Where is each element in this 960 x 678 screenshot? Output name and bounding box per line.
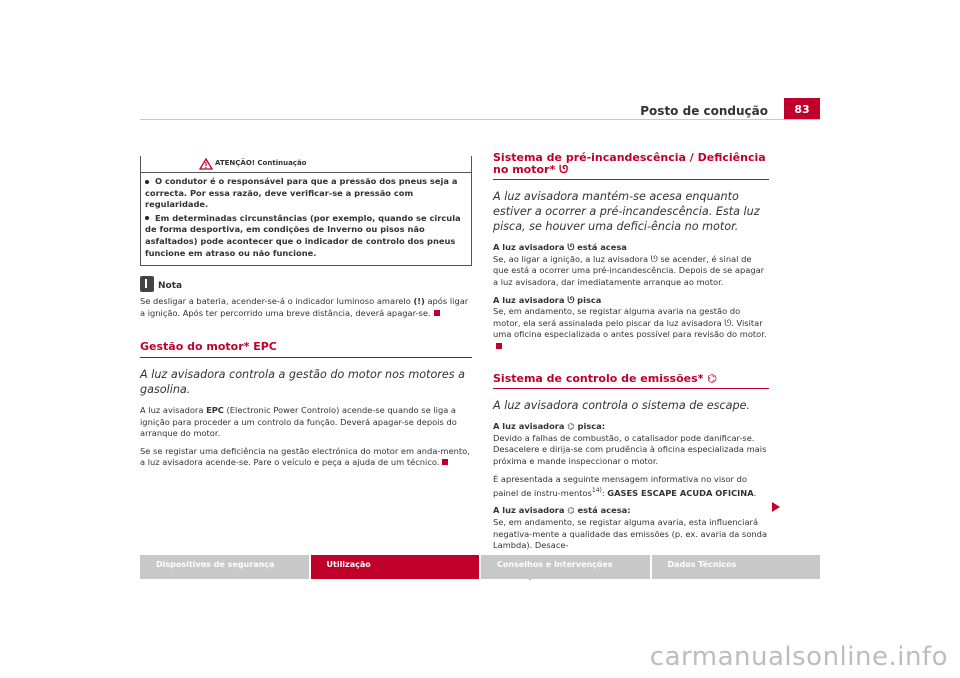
tab-utilizacao[interactable]: Utilização — [309, 555, 480, 579]
tab-dados-tecnicos[interactable]: Dados Técnicos — [650, 555, 821, 579]
note-title: Nota — [158, 280, 183, 291]
section-title-preheating: Sistema de pré-incandescência / Deficiência no motor* ᘎ — [493, 152, 769, 180]
warning-item: O condutor é o responsável para que a pressão dos pneus seja a correcta. Por essa razão, deve verificar-se a pressão com regularidade. — [145, 176, 458, 210]
subheading: A luz avisadora ᘎ pisca — [493, 294, 602, 305]
page-number: 83 — [784, 98, 820, 120]
subheading: A luz avisadora ᘎ está acesa — [493, 242, 627, 253]
display-message: GASES ESCAPE ACUDA OFICINA — [607, 487, 754, 498]
end-mark-icon — [496, 343, 502, 349]
section-title-engine-management: Gestão do motor* EPC — [140, 341, 472, 358]
section-intro: A luz avisadora controla a gestão do motor nos motores a gasolina. — [140, 367, 466, 396]
paragraph: A luz avisadora EPC (Electronic Power Controlo) acende-se quando se liga a ignição para proceder a um controlo da função. Deverá apagar-se depois do arranque do motor. — [140, 404, 457, 439]
left-column — [140, 156, 472, 475]
watermark: carmanualsonline.info — [649, 642, 948, 672]
engine-check-icon: ⌬ — [567, 421, 575, 432]
end-mark-icon — [434, 310, 440, 316]
engine-check-icon: ⌬ — [707, 371, 717, 385]
engine-check-icon: ⌬ — [567, 505, 575, 516]
paragraph: Se, em andamento, se registar alguma avaria na gestão do motor, ela será assinalada pelo piscar da luz avisadora ᘎ. Visitar uma oficina especializada o antes possível para revisão do motor. — [493, 306, 769, 352]
end-mark-icon — [442, 459, 448, 465]
section-intro: A luz avisadora mantém-se acesa enquanto estiver a ocorrer a pré-incandescência. Esta luz pisca, se houver uma defici-ência no motor. — [493, 190, 760, 234]
warning-item: Em determinadas circunstâncias (por exemplo, quando se circula de forma desportiva, em condições de Inverno ou pisos não asfaltados) pode acontecer que o indicador de controlo dos pneus funcione em atraso ou não funcione. — [145, 212, 461, 258]
warning-box-header — [141, 156, 471, 173]
section-intro: A luz avisadora controla o sistema de escape. — [493, 399, 751, 413]
right-column — [493, 152, 769, 583]
footnote-ref: 14) — [591, 487, 602, 495]
preheating-coil-icon: ᘎ — [724, 317, 732, 328]
bullet-icon — [145, 180, 149, 184]
tyre-pressure-icon: (!) — [413, 296, 425, 307]
preheating-coil-icon: ᘎ — [650, 253, 658, 264]
paragraph: Se, em andamento, se registar alguma avaria, esta influenciará negativa-mente a qualidade das emissões (p. ex. avaria da sonda Lambda). Desace- — [493, 517, 768, 551]
preheating-coil-icon: ᘎ — [567, 294, 575, 305]
page-header-title: Posto de condução — [640, 104, 768, 118]
subheading: A luz avisadora ⌬ pisca: — [493, 421, 606, 432]
continue-arrow-icon — [772, 502, 780, 512]
paragraph: Devido a falhas de combustão, o catalisador pode danificar-se. Desacelere e dirija-se com prudência à oficina especializada mais próxima e mande inspeccionar o motor. — [493, 432, 767, 466]
section-title-emissions: Sistema de controlo de emissões* ⌬ — [493, 373, 769, 390]
warning-triangle-icon — [199, 158, 213, 170]
epc-icon: EPC — [206, 404, 224, 415]
preheating-coil-icon: ᘎ — [559, 162, 569, 176]
header-divider — [140, 119, 820, 120]
footer-tabs — [140, 555, 820, 579]
warning-box-title: ATENÇÃO! Continuação — [215, 159, 307, 168]
paragraph: Se se registar uma deficiência na gestão electrónica do motor em anda-mento, a luz avisadora acende-se. Pare o veículo e peça a ajuda de um técnico. — [140, 445, 470, 468]
tab-conselhos-e-intervencoes[interactable]: Conselhos e Intervenções — [479, 555, 650, 579]
note-text: Se desligar a bateria, acender-se-á o indicador luminoso amarelo (!) após ligar a ignição. Após ter percorrido uma breve distância, deverá apagar-se. — [140, 296, 469, 318]
tab-dispositivos-de-seguranca[interactable]: Dispositivos de segurança — [140, 555, 309, 579]
warning-box — [140, 156, 472, 266]
paragraph: É apresentada a seguinte mensagem informativa no visor do painel de instru-mentos$^{14)}$: GASES ESCAPE ACUDA OFICINA. — [493, 473, 757, 498]
preheating-coil-icon: ᘎ — [567, 242, 575, 253]
note-icon — [140, 276, 154, 292]
epc-icon: EPC — [253, 340, 277, 354]
subheading: A luz avisadora ⌬ está acesa: — [493, 505, 631, 516]
paragraph: Se, ao ligar a ignição, a luz avisadora ᘎ se acender, é sinal de que está a ocorrer uma pré-incandescência. Depois de se apagar a luz avisadora, dar imediatamente arranque ao motor. — [493, 253, 765, 287]
bullet-icon — [145, 216, 149, 220]
note-header — [140, 276, 472, 292]
